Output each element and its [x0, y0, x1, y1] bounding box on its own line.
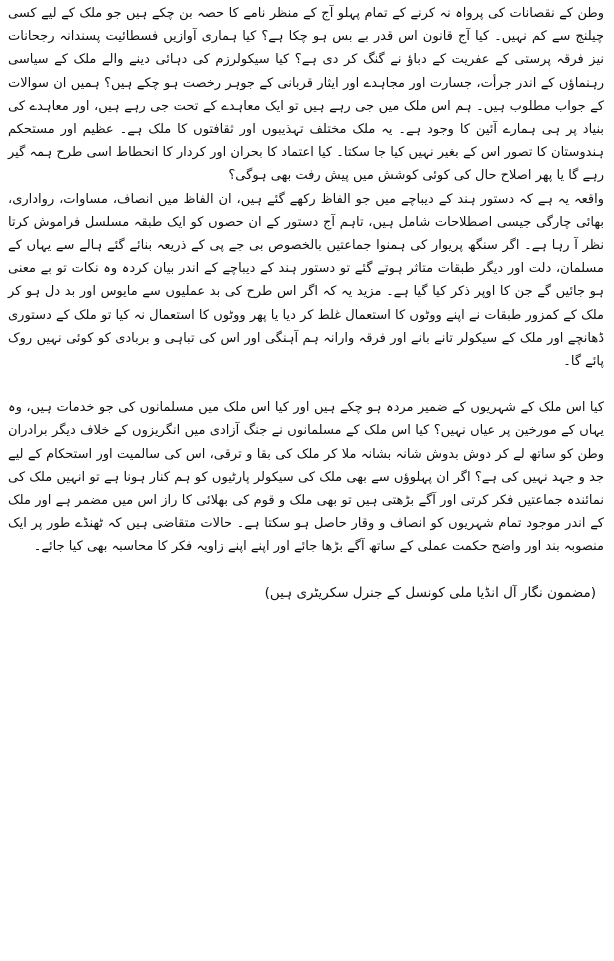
author-note: (مضمون نگار آل انڈیا ملی کونسل کے جنرل سکریٹری ہیں) [264, 584, 596, 601]
paragraph-gap [8, 559, 604, 582]
article-paragraph-3: کیا اس ملک کے شہریوں کے ضمیر مردہ ہو چکے ہیں اور کیا اس ملک میں مسلمانوں کی جو خدمات ہیں، وہ یہاں کے مورخین پر عیاں نہیں؟ کیا اس ملک کے مسلمانوں نے جنگ آزادی میں انگریزوں کے خلاف دیگر برادران وطن کو ساتھ لے کر دوش بدوش شانہ بشانہ ملا کر ملک کی بقا و ترقی، اس کی سالمیت اور استحکام کے لیے جد و جہد نہیں کی ہے؟ اگر ان پہلوؤں سے بھی ملک کی سیکولر پارٹیوں کو ہم کنار ہونا ہے تو انہیں ملک کی نمائندہ جماعتیں فکر کرتی اور آگے بڑھتی ہیں تو بھی ملک و قوم کی بھلائی کا راز اس میں مضمر ہے اور ملک کے اندر موجود تمام شہریوں کو انصاف و وقار حاصل ہو سکتا ہے۔ حالات متقاضی ہیں کہ ٹھنڈے طور پر ایک منصوبہ بند اور واضح حکمت عملی کے ساتھ آگے بڑھا جائے اور اپنے اپنے زاویہ فکر کا محاسبہ بھی کیا جائے۔ [8, 400, 604, 555]
paragraph-gap [8, 373, 604, 396]
article-paragraph-2: واقعہ یہ ہے کہ دستور ہند کے دیباچے میں جو الفاظ رکھے گئے ہیں، ان الفاظ میں انصاف، مساوات، رواداری، بھائی چارگی جیسی اصطلاحات شامل ہیں، تاہم آج دستور کے ان حصوں کو ایک طبقہ مسلسل فراموش کرتا نظر آ رہا ہے۔ اگر سنگھ پریوار کی ہمنوا جماعتیں بالخصوص بی جے پی کے ذریعہ بنائے گئے ہالے سے یہاں کے مسلمان، دلت اور دیگر طبقات متاثر ہوتے گئے تو دستور ہند کے دیباچے کے اندر بیان کردہ وہ نکات تو بے معنی ہو جائیں گے جن کا اوپر ذکر کیا گیا ہے۔ مزید یہ کہ اگر اس طرح کی بد عملیوں سے مایوس اور بد دل ہو کر ملک کے کمزور طبقات نے اپنے ووٹوں کا استعمال غلط کر دیا یا پھر ووٹوں کا استعمال نہ کیا تو ملک کے دستوری ڈھانچے اور ملک کے سیکولر تانے بانے اور فرقہ وارانہ ہم آہنگی اور اس کی تباہی و بربادی کو کوئی نہیں روک پائے گا۔ [8, 191, 604, 370]
article-paragraph-1: وطن کے نقصانات کی پرواہ نہ کرنے کے تمام پہلو آج کے منظر نامے کا حصہ بن چکے ہیں جو ملک کے لیے کسی چیلنج سے کم نہیں۔ کیا آج قانون اس قدر بے بس ہو چکا ہے؟ کیا ہماری آوازیں فسطائیت پسندانہ رجحانات نیز فرقہ پرستی کے عفریت کے دباؤ نے گنگ کر دی ہے؟ کیا سیکولرزم کی دہائی دینے والے ملک کے سیاسی رہنماؤں کے اندر جرأت، جسارت اور مجاہدے اور ایثار قربانی کے جوہر رخصت ہو چکے ہیں؟ ہمیں ان سوالات کے جواب مطلوب ہیں۔ ہم اس ملک میں جی رہے ہیں تو ایک معاہدے کے تحت جی رہے ہیں، اور معاہدے کی بنیاد پر ہی ہمارے آئین کا وجود ہے۔ یہ ملک مختلف تہذیبوں اور ثقافتوں کا ملک ہے۔ عظیم اور مستحکم ہندوستان کا تصور اس کے بغیر نہیں کیا جا سکتا۔ کیا اعتماد کا بحران اور کردار کا انحطاط اسی طرح ہمہ گیر رہے گا یا پھر اصلاح حال کی کوئی کوشش میں پیش رفت بھی ہوگی؟ [8, 6, 604, 184]
